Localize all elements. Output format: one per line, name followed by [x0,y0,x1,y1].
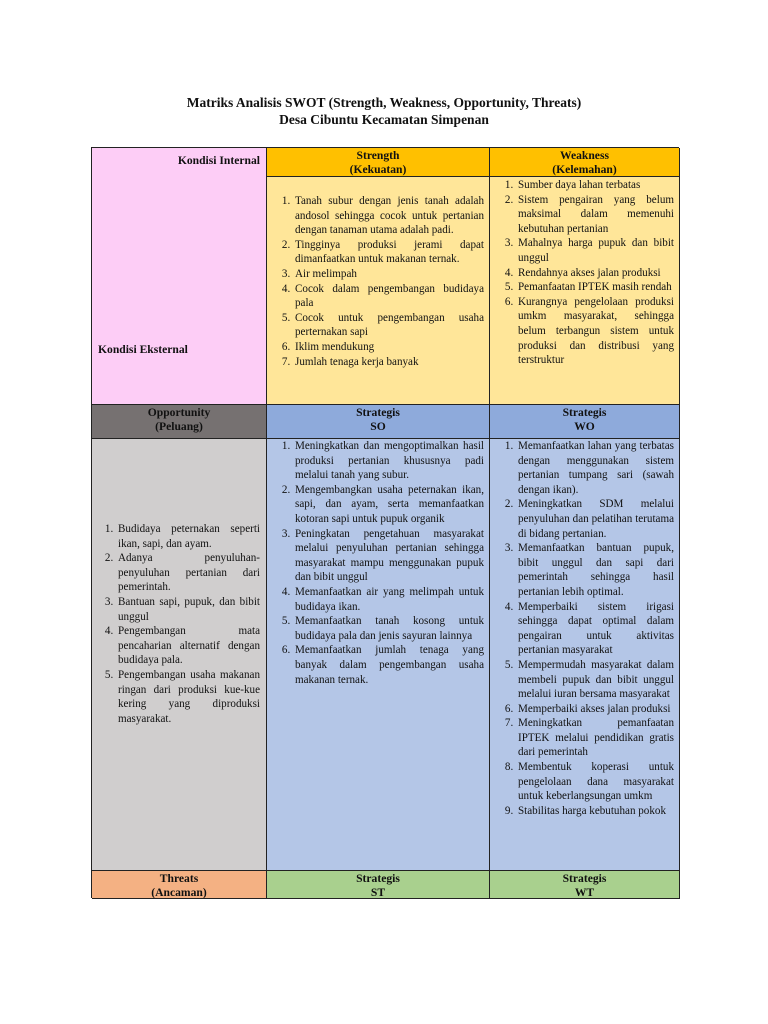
list-item: 4. Cocok dalam pengembangan budidaya pala [293,282,484,311]
wo-header: Strategis WO [490,405,680,439]
opportunity-cell [92,439,267,871]
weakness-list [490,177,679,368]
list-item: 4. Rendahnya akses jalan produksi [516,266,674,281]
list-item: 8. Membentuk koperasi untuk pengelolaan dana masyarakat untuk keberlangsungan umkm [516,760,674,804]
wo-strategy-cell [490,439,680,871]
opportunity-list [92,522,266,726]
list-item: 3. Mahalnya harga pupuk dan bibit unggul [516,236,674,265]
list-item: 2. Adanya penyuluhan-penyuluhan pertanian dari pemerintah. [116,551,260,595]
list-item: 6. Kurangnya pengelolaan produksi umkm masyarakat, sehingga belum terbangun sistem untuk produksi dan distribusi yang terstruktur [516,295,674,368]
weakness-cell [490,177,680,405]
list-item: 5. Pemanfaatan IPTEK masih rendah [516,280,674,295]
list-item: 5. Pengembangan usaha makanan ringan dari produksi kue-kue kering yang diproduksi masyarakat. [116,668,260,726]
so-strategy-cell [267,439,490,871]
list-item: 3. Peningkatan pengetahuan masyarakat melalui penyuluhan pertanian sehingga masyarakat mampu menggunakan pupuk dan bibit unggul [293,527,484,585]
weakness-header: Weakness (Kelemahan) [490,148,680,177]
title-line-1: Matriks Analisis SWOT (Strength, Weakness, Opportunity, Threats) [186,95,582,110]
list-item: 4. Memanfaatkan air yang melimpah untuk budidaya ikan. [293,585,484,614]
list-item: 4. Memperbaiki sistem irigasi sehingga dapat optimal dalam pengairan untuk aktivitas pertanian masyarakat [516,600,674,658]
list-item: 3. Bantuan sapi, pupuk, dan bibit unggul [116,595,260,624]
list-item: 3. Memanfaatkan bantuan pupuk, bibit unggul dan sapi dari pemerintah sehingga hasil pertanian lebih optimal. [516,541,674,599]
list-item: 6. Iklim mendukung [293,340,484,355]
list-item: 2. Mengembangkan usaha peternakan ikan, sapi, dan ayam, serta memanfaatkan kotoran sapi untuk pupuk organik [293,483,484,527]
list-item: 5. Cocok untuk pengembangan usaha perternakan sapi [293,311,484,340]
list-item: 6. Memanfaatkan jumlah tenaga yang banyak dalam pengembangan usaha makanan ternak. [293,643,484,687]
wt-header: Strategis WT [490,871,680,899]
kondisi-eksternal-label: Kondisi Eksternal [98,343,188,356]
list-item: 1. Tanah subur dengan jenis tanah adalah andosol sehingga cocok untuk pertanian dengan tanaman utama adalah padi. [293,194,484,238]
swot-matrix-table [91,147,679,898]
list-item: 1. Budidaya peternakan seperti ikan, sapi, dan ayam. [116,522,260,551]
kondisi-corner-cell [92,148,267,405]
list-item: 5. Memanfaatkan tanah kosong untuk budidaya pala dan jenis sayuran lainnya [293,614,484,643]
list-item: 6. Memperbaiki akses jalan produksi [516,702,674,717]
list-item: 2. Sistem pengairan yang belum maksimal dalam memenuhi kebutuhan pertanian [516,193,674,237]
strength-list [267,177,489,369]
list-item: 2. Meningkatkan SDM melalui penyuluhan dan pelatihan terutama di bidang pertanian. [516,497,674,541]
list-item: 2. Tingginya produksi jerami dapat dimanfaatkan untuk makanan ternak. [293,238,484,267]
threats-header: Threats (Ancaman) [92,871,267,899]
strength-header: Strength (Kekuatan) [267,148,490,177]
list-item: 9. Stabilitas harga kebutuhan pokok [516,804,674,819]
so-header: Strategis SO [267,405,490,439]
st-header: Strategis ST [267,871,490,899]
list-item: 3. Air melimpah [293,267,484,282]
list-item: 1. Sumber daya lahan terbatas [516,178,674,193]
title-line-2: Desa Cibuntu Kecamatan Simpenan [279,112,489,127]
list-item: 7. Jumlah tenaga kerja banyak [293,355,484,370]
list-item: 1. Meningkatkan dan mengoptimalkan hasil produksi pertanian khususnya padi melalui tanah yang subur. [293,439,484,483]
strength-cell [267,177,490,405]
kondisi-internal-label: Kondisi Internal [177,154,260,167]
document-title [0,94,768,128]
so-strategy-list [267,439,489,687]
list-item: 4. Pengembangan mata pencaharian alternatif dengan budidaya pala. [116,624,260,668]
list-item: 5. Mempermudah masyarakat dalam membeli pupuk dan bibit unggul melalui iuran bersama masyarakat [516,658,674,702]
wo-strategy-list [490,439,679,818]
list-item: 7. Meningkatkan pemanfaatan IPTEK melalui pendidikan gratis dari pemerintah [516,716,674,760]
list-item: 1. Memanfaatkan lahan yang terbatas dengan menggunakan sistem pertanian tumpang sari (sawah dengan ikan). [516,439,674,497]
opportunity-header: Opportunity (Peluang) [92,405,267,439]
